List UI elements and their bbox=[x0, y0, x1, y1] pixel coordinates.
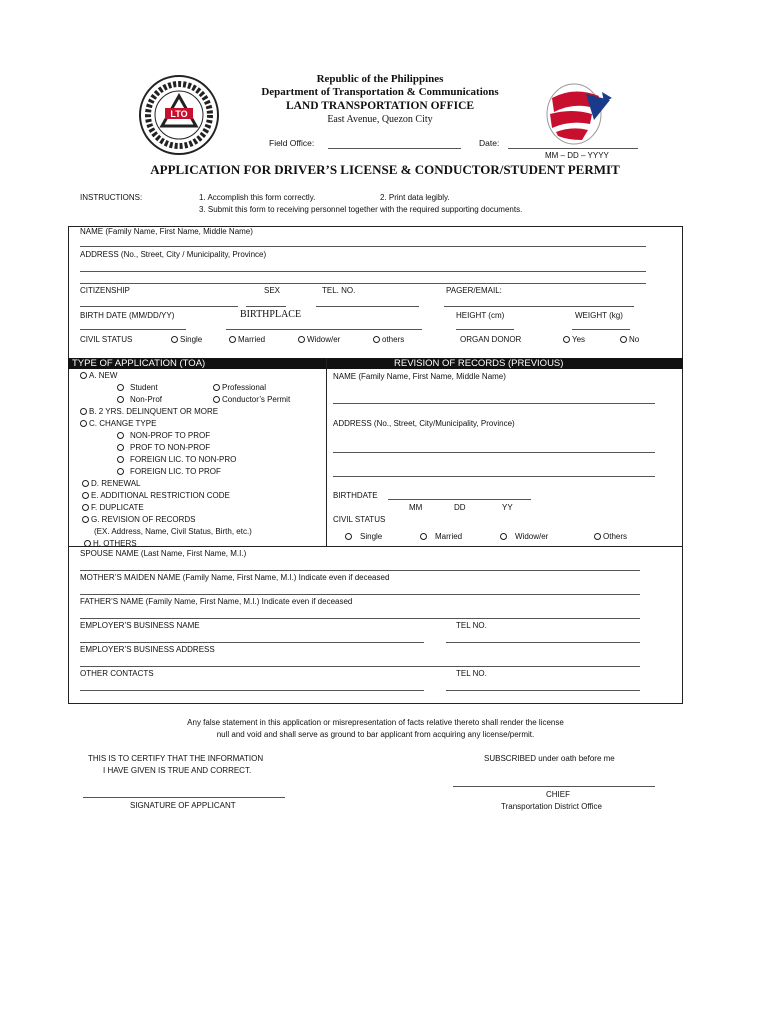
other-contacts-field[interactable] bbox=[80, 690, 424, 691]
section-divider bbox=[326, 358, 327, 546]
radio-circle-icon bbox=[373, 336, 380, 343]
radio-circle-icon bbox=[82, 516, 89, 523]
radio-circle-icon bbox=[117, 456, 124, 463]
radio-circle-icon bbox=[117, 444, 124, 451]
rev-birthdate-field[interactable] bbox=[388, 499, 531, 500]
toa-nonprof-radio[interactable] bbox=[117, 395, 162, 405]
radio-circle-icon bbox=[82, 504, 89, 511]
birthplace-label: BIRTHPLACE bbox=[240, 309, 302, 320]
radio-circle-icon bbox=[117, 396, 124, 403]
field-office-field[interactable] bbox=[328, 148, 461, 149]
rev-single-radio[interactable] bbox=[345, 532, 382, 542]
radio-circle-icon bbox=[620, 336, 627, 343]
date-format-hint: MM – DD – YYYY bbox=[545, 151, 609, 160]
employer-field[interactable] bbox=[80, 642, 424, 643]
radio-circle-icon bbox=[80, 420, 87, 427]
birthdate-field[interactable] bbox=[80, 329, 186, 330]
signature-label: SIGNATURE OF APPLICANT bbox=[130, 801, 236, 810]
height-label: HEIGHT (cm) bbox=[456, 311, 505, 320]
instructions-label: INSTRUCTIONS: bbox=[80, 193, 143, 202]
radio-circle-icon bbox=[213, 396, 220, 403]
rev-yy-label: YY bbox=[502, 503, 513, 512]
civil-married-label: Married bbox=[238, 335, 266, 344]
rev-civil-status-label: CIVIL STATUS bbox=[333, 515, 386, 524]
form-title: APPLICATION FOR DRIVER’S LICENSE & CONDUCTOR/STUDENT PERMIT bbox=[150, 162, 620, 177]
certify-line-1: THIS IS TO CERTIFY THAT THE INFORMATION bbox=[88, 754, 264, 763]
toa-revision-note: (EX. Address, Name, Civil Status, Birth, etc.) bbox=[94, 527, 252, 536]
spouse-label: SPOUSE NAME (Last Name, First Name, M.I.) bbox=[80, 549, 247, 558]
tdo-label: Transportation District Office bbox=[501, 802, 602, 811]
civil-single-radio[interactable] bbox=[171, 335, 202, 345]
employer-address-label: EMPLOYER’S BUSINESS ADDRESS bbox=[80, 645, 215, 654]
false-statement-line-1: Any false statement in this application or misrepresentation of facts relative thereto shall render the license bbox=[187, 718, 564, 727]
citizenship-field[interactable] bbox=[80, 306, 238, 307]
toa-prof-to-nonprof-label: PROF TO NON-PROF bbox=[130, 443, 211, 452]
civil-single-label: Single bbox=[180, 335, 203, 344]
toa-prof-to-nonprof-radio[interactable] bbox=[117, 443, 210, 453]
address-label: ADDRESS (No., Street, City / Municipality, Province) bbox=[80, 250, 267, 259]
toa-header: TYPE OF APPLICATION (TOA) bbox=[68, 358, 326, 369]
employer-tel-field[interactable] bbox=[446, 642, 640, 643]
spouse-field[interactable] bbox=[80, 570, 640, 571]
radio-circle-icon bbox=[117, 432, 124, 439]
employer-label: EMPLOYER’S BUSINESS NAME bbox=[80, 621, 200, 630]
false-statement-line-2: null and void and shall serve as ground to bar applicant from acquiring any license/permit. bbox=[216, 730, 535, 739]
civil-widow-label: Widow/er bbox=[307, 335, 341, 344]
toa-others-radio[interactable] bbox=[84, 539, 137, 549]
radio-circle-icon bbox=[82, 480, 89, 487]
toa-nonprof-to-prof-radio[interactable] bbox=[117, 431, 210, 441]
sex-label: SEX bbox=[264, 286, 281, 295]
republic-heading: Republic of the Philippines bbox=[316, 73, 444, 85]
radio-circle-icon bbox=[420, 533, 427, 540]
toa-professional-radio[interactable] bbox=[213, 383, 266, 393]
rev-single-label: Single bbox=[360, 532, 383, 541]
applicant-signature-field[interactable] bbox=[83, 797, 285, 798]
radio-circle-icon bbox=[80, 372, 87, 379]
toa-nonprof-to-prof-label: NON-PROF TO PROF bbox=[130, 431, 211, 440]
toa-revision-label: G. REVISION OF RECORDS bbox=[91, 515, 196, 524]
employer-address-field[interactable] bbox=[80, 666, 640, 667]
birthplace-field[interactable] bbox=[226, 329, 422, 330]
radio-circle-icon bbox=[213, 384, 220, 391]
rev-widow-label: Widow/er bbox=[515, 532, 549, 541]
rev-birthdate-label: BIRTHDATE bbox=[333, 491, 378, 500]
toa-nonprof-label: Non-Prof bbox=[130, 395, 163, 404]
rev-mm-label: MM bbox=[409, 503, 423, 512]
father-field[interactable] bbox=[80, 618, 640, 619]
lto-logo-text: LTO bbox=[170, 109, 188, 119]
mother-label: MOTHER’S MAIDEN NAME (Family Name, First Name, M.I.) Indicate even if deceased bbox=[80, 573, 390, 582]
rev-dd-label: DD bbox=[454, 503, 466, 512]
organ-donor-label: ORGAN DONOR bbox=[460, 335, 522, 344]
weight-field[interactable] bbox=[572, 329, 630, 330]
organ-no-radio[interactable] bbox=[620, 335, 639, 345]
office-address: East Avenue, Quezon City bbox=[327, 114, 433, 125]
toa-delinquent-radio[interactable] bbox=[80, 407, 218, 417]
civil-status-label: CIVIL STATUS bbox=[80, 335, 133, 344]
civil-married-radio[interactable] bbox=[229, 335, 265, 345]
rev-married-radio[interactable] bbox=[420, 532, 462, 542]
tel-label: TEL. NO. bbox=[322, 286, 356, 295]
rev-others-radio[interactable] bbox=[594, 532, 627, 542]
instruction-2: 2. Print data legibly. bbox=[380, 193, 450, 202]
toa-duplicate-radio[interactable] bbox=[82, 503, 144, 513]
rev-widow-radio[interactable] bbox=[500, 532, 548, 542]
radio-circle-icon bbox=[345, 533, 352, 540]
radio-circle-icon bbox=[298, 336, 305, 343]
rev-others-label: Others bbox=[603, 532, 628, 541]
tel-field[interactable] bbox=[316, 306, 419, 307]
weight-label: WEIGHT (kg) bbox=[575, 311, 623, 320]
toa-foreign-nonpro-label: FOREIGN LIC. TO NON-PRO bbox=[130, 455, 237, 464]
birthdate-label: BIRTH DATE (MM/DD/YY) bbox=[80, 311, 175, 320]
toa-change-type-label: C. CHANGE TYPE bbox=[89, 419, 157, 428]
instruction-1: 1. Accomplish this form correctly. bbox=[199, 193, 316, 202]
toa-foreign-prof-radio[interactable] bbox=[117, 467, 221, 477]
department-heading: Department of Transportation & Communications bbox=[261, 86, 499, 98]
radio-circle-icon bbox=[594, 533, 601, 540]
toa-delinquent-label: B. 2 YRS. DELINQUENT OR MORE bbox=[89, 407, 219, 416]
radio-circle-icon bbox=[171, 336, 178, 343]
other-tel-label: TEL NO. bbox=[456, 669, 487, 678]
instruction-3: 3. Submit this form to receiving personnel together with the required supporting documents. bbox=[199, 205, 523, 214]
toa-conductor-radio[interactable] bbox=[213, 395, 290, 405]
toa-student-label: Student bbox=[130, 383, 158, 392]
certify-line-2: I HAVE GIVEN IS TRUE AND CORRECT. bbox=[103, 766, 252, 775]
rev-address-field-2[interactable] bbox=[333, 476, 655, 477]
chief-label: CHIEF bbox=[546, 790, 570, 799]
toa-renewal-label: D. RENEWAL bbox=[91, 479, 141, 488]
address-field-2[interactable] bbox=[80, 283, 646, 284]
toa-professional-label: Professional bbox=[222, 383, 267, 392]
revision-header: REVISION OF RECORDS (PREVIOUS) bbox=[326, 358, 683, 369]
radio-circle-icon bbox=[117, 384, 124, 391]
other-tel-field[interactable] bbox=[446, 690, 640, 691]
toa-new-label: A. NEW bbox=[89, 371, 118, 380]
pager-email-label: PAGER/EMAIL: bbox=[446, 286, 502, 295]
employer-tel-label: TEL NO. bbox=[456, 621, 487, 630]
pager-email-field[interactable] bbox=[444, 306, 634, 307]
toa-foreign-nonpro-radio[interactable] bbox=[117, 455, 236, 465]
organ-no-label: No bbox=[629, 335, 640, 344]
radio-circle-icon bbox=[117, 468, 124, 475]
toa-restriction-radio[interactable] bbox=[82, 491, 230, 501]
date-field[interactable] bbox=[508, 148, 638, 149]
organ-yes-radio[interactable] bbox=[563, 335, 585, 345]
toa-change-type-radio[interactable] bbox=[80, 419, 156, 429]
toa-restriction-label: E. ADDITIONAL RESTRICTION CODE bbox=[91, 491, 230, 500]
rev-name-field[interactable] bbox=[333, 403, 655, 404]
name-label: NAME (Family Name, First Name, Middle Name) bbox=[80, 227, 253, 236]
toa-revision-radio[interactable] bbox=[82, 515, 195, 525]
civil-others-label: others bbox=[382, 335, 405, 344]
chief-signature-field[interactable] bbox=[453, 786, 655, 787]
toa-others-label: H. OTHERS bbox=[93, 539, 137, 548]
citizenship-label: CITIZENSHIP bbox=[80, 286, 130, 295]
date-label: Date: bbox=[479, 138, 500, 148]
rev-married-label: Married bbox=[435, 532, 463, 541]
mother-field[interactable] bbox=[80, 594, 640, 595]
father-label: FATHER’S NAME (Family Name, First Name, M.I.) Indicate even if deceased bbox=[80, 597, 353, 606]
civil-others-radio[interactable] bbox=[373, 335, 404, 345]
radio-circle-icon bbox=[229, 336, 236, 343]
address-field-1[interactable] bbox=[80, 271, 646, 272]
rev-address-field-1[interactable] bbox=[333, 452, 655, 453]
toa-student-radio[interactable] bbox=[117, 383, 158, 393]
radio-circle-icon bbox=[80, 408, 87, 415]
name-field[interactable] bbox=[80, 246, 646, 247]
toa-renewal-radio[interactable] bbox=[82, 479, 141, 489]
rev-name-label: NAME (Family Name, First Name, Middle Name) bbox=[333, 372, 506, 381]
toa-conductor-label: Conductor’s Permit bbox=[222, 395, 291, 404]
field-office-label: Field Office: bbox=[269, 138, 315, 148]
organ-yes-label: Yes bbox=[572, 335, 586, 344]
toa-new-radio[interactable] bbox=[80, 371, 117, 381]
height-field[interactable] bbox=[456, 329, 514, 330]
toa-duplicate-label: F. DUPLICATE bbox=[91, 503, 144, 512]
form-box bbox=[68, 226, 683, 704]
subscribed-label: SUBSCRIBED under oath before me bbox=[484, 754, 615, 763]
family-section-divider bbox=[68, 546, 683, 547]
radio-circle-icon bbox=[82, 492, 89, 499]
office-heading: LAND TRANSPORTATION OFFICE bbox=[285, 100, 475, 112]
radio-circle-icon bbox=[500, 533, 507, 540]
sex-field[interactable] bbox=[246, 306, 286, 307]
other-contacts-label: OTHER CONTACTS bbox=[80, 669, 154, 678]
radio-circle-icon bbox=[563, 336, 570, 343]
rev-address-label: ADDRESS (No., Street, City/Municipality, Province) bbox=[333, 419, 515, 428]
civil-widow-radio[interactable] bbox=[298, 335, 340, 345]
toa-foreign-prof-label: FOREIGN LIC. TO PROF bbox=[130, 467, 221, 476]
